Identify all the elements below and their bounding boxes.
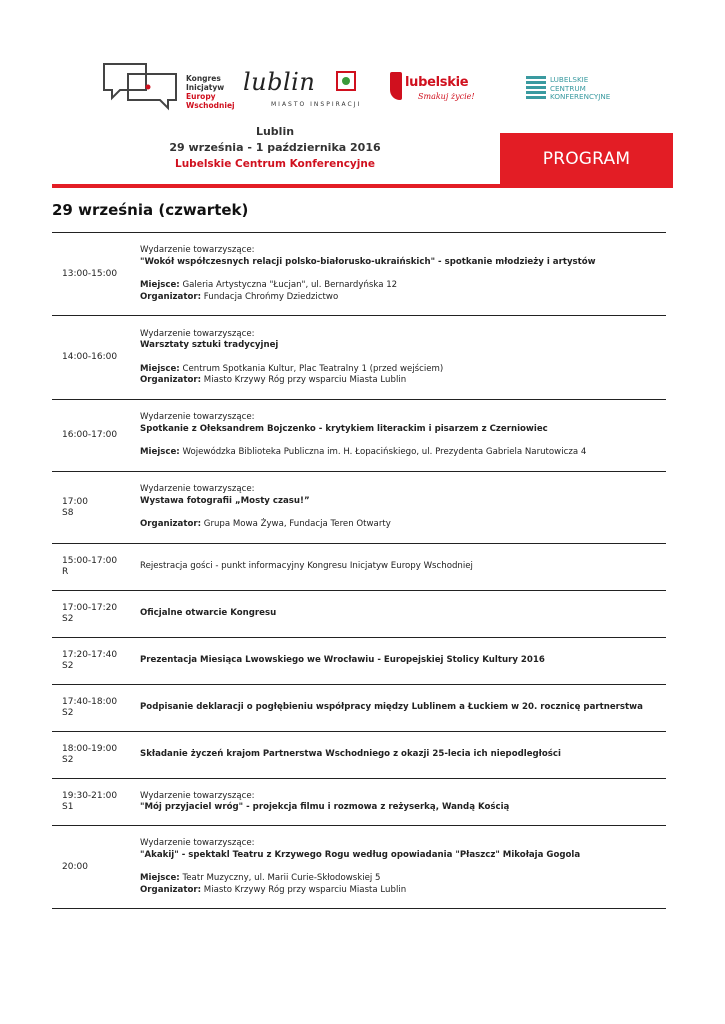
event-time: 18:00-19:00	[62, 744, 118, 754]
event-description: Rejestracja gości - punkt informacyjny Kongresu Inicjatyw Europy Wschodniej	[140, 561, 473, 572]
header-divider	[52, 184, 673, 188]
event-cell	[140, 655, 666, 667]
event-title: Podpisanie deklaracji o pogłębieniu współpracy między Lublinem a Łuckiem w 20. rocznicę partnerstwa	[140, 702, 643, 713]
organizer-value: Fundacja Chrońmy Dziedzictwo	[203, 291, 339, 302]
event-place	[140, 364, 666, 376]
day-title: 29 września (czwartek)	[52, 201, 249, 219]
event-time: 20:00	[62, 861, 88, 872]
event-title: "Mój przyjaciel wróg" - projekcja filmu i rozmowa z reżyserką, Wandą Kością	[140, 802, 510, 812]
companion-label: Wydarzenie towarzyszące:	[140, 838, 255, 848]
event-cell	[140, 412, 666, 459]
event-place	[140, 447, 666, 459]
kongres-line-1: Kongres	[186, 74, 221, 83]
event-cell	[140, 608, 666, 620]
kongres-line-4: Wschodniej	[186, 101, 235, 110]
lck-mark-icon	[526, 76, 546, 102]
lublin-logo	[243, 68, 373, 114]
lubelskie-mark-icon	[390, 72, 402, 100]
companion-label: Wydarzenie towarzyszące:	[140, 790, 255, 801]
lck-line-2: CENTRUM	[550, 83, 586, 93]
table-row	[52, 826, 666, 909]
event-time: 17:00	[62, 496, 88, 507]
event-time: 14:00-16:00	[62, 352, 118, 362]
event-room: S2	[62, 661, 74, 671]
event-organizer	[140, 375, 666, 387]
place-value: Galeria Artystyczna "Łucjan", ul. Bernardyńska 12	[182, 280, 398, 290]
organizer-label: Organizator:	[140, 884, 202, 895]
event-room: S8	[62, 507, 74, 518]
time-cell	[52, 430, 140, 441]
event-organizer	[140, 519, 666, 531]
organizer-value: Miasto Krzywy Róg przy wsparciu Miasta Lublin	[203, 375, 407, 385]
logo-bar	[98, 58, 638, 114]
lck-logo	[526, 76, 636, 108]
program-banner: PROGRAM	[500, 133, 673, 185]
table-row	[52, 732, 666, 779]
event-room: S2	[62, 755, 74, 765]
event-title: Prezentacja Miesiąca Lwowskiego we Wrocławiu - Europejskiej Stolicy Kultury 2016	[140, 655, 545, 666]
event-title: Warsztaty sztuki tradycyjnej	[140, 340, 279, 350]
event-title: Oficjalne otwarcie Kongresu	[140, 608, 277, 619]
table-row	[52, 638, 666, 685]
event-title: Spotkanie z Ołeksandrem Bojczenko - krytykiem literackim i pisarzem z Czerniowiec	[140, 423, 548, 434]
lubelskie-wordmark: lubelskie	[405, 75, 469, 90]
place-label: Miejsce:	[140, 363, 180, 374]
place-label: Miejsce:	[140, 280, 180, 290]
event-place	[140, 873, 666, 885]
time-cell	[52, 497, 140, 519]
event-time: 17:20-17:40	[62, 650, 118, 660]
event-info	[52, 124, 498, 172]
table-row	[52, 316, 666, 400]
time-cell	[52, 862, 140, 873]
kongres-logo-text	[186, 74, 235, 110]
lublin-wordmark: lublin	[243, 68, 316, 96]
event-room: R	[62, 567, 69, 577]
time-cell	[52, 650, 140, 672]
event-cell	[140, 329, 666, 387]
lubelskie-tagline: Smakuj życie!	[418, 92, 475, 101]
event-title: Wystawa fotografii „Mosty czasu!”	[140, 495, 310, 506]
event-room: S1	[62, 802, 74, 812]
speech-bubbles-icon	[98, 60, 184, 112]
event-cell	[140, 702, 666, 714]
schedule-table	[52, 232, 666, 909]
kongres-line-3: Europy	[186, 92, 216, 101]
place-value: Wojewódzka Biblioteka Publiczna im. H. Łopacińskiego, ul. Prezydenta Gabriela Narutowicza 4	[182, 447, 587, 458]
event-title: Składanie życzeń krajom Partnerstwa Wschodniego z okazji 25-lecia ich niepodległości	[140, 749, 561, 760]
time-cell	[52, 269, 140, 280]
place-label: Miejsce:	[140, 447, 180, 458]
event-time: 15:00-17:00	[62, 556, 118, 566]
table-row	[52, 472, 666, 544]
table-row	[52, 779, 666, 826]
event-time: 17:40-18:00	[62, 697, 118, 707]
event-cell	[140, 561, 666, 573]
event-cell	[140, 245, 666, 303]
time-cell	[52, 697, 140, 719]
event-organizer	[140, 885, 666, 897]
kongres-line-2: Inicjatyw	[186, 83, 225, 92]
event-organizer	[140, 292, 666, 304]
event-room: S2	[62, 708, 74, 718]
lck-logo-text	[550, 76, 610, 102]
companion-label: Wydarzenie towarzyszące:	[140, 328, 255, 339]
table-row	[52, 233, 666, 316]
time-cell	[52, 744, 140, 766]
event-title: "Akakij" - spektakl Teatru z Krzywego Rogu według opowiadania "Płaszcz" Mikołaja Gogola	[140, 849, 581, 860]
event-cell	[140, 838, 666, 896]
event-time: 17:00-17:20	[62, 603, 118, 613]
event-time: 16:00-17:00	[62, 430, 118, 440]
place-label: Miejsce:	[140, 873, 180, 883]
lublin-tagline: MIASTO INSPIRACJI	[271, 101, 362, 108]
lubelskie-logo	[390, 72, 480, 112]
kongres-logo	[98, 60, 238, 112]
table-row	[52, 400, 666, 472]
time-cell	[52, 791, 140, 813]
lublin-emblem-icon	[335, 70, 357, 94]
time-cell	[52, 352, 140, 363]
place-value: Teatr Muzyczny, ul. Marii Curie-Skłodowskiej 5	[182, 873, 381, 883]
event-dates: 29 września - 1 października 2016	[169, 141, 381, 154]
organizer-value: Miasto Krzywy Róg przy wsparciu Miasta Lublin	[203, 884, 407, 895]
table-row	[52, 544, 666, 591]
event-cell	[140, 484, 666, 531]
event-title: "Wokół współczesnych relacji polsko-białorusko-ukraińskich" - spotkanie młodzieży i artystów	[140, 256, 596, 267]
table-row	[52, 591, 666, 638]
event-cell	[140, 791, 666, 814]
place-value: Centrum Spotkania Kultur, Plac Teatralny 1 (przed wejściem)	[182, 363, 444, 374]
organizer-label: Organizator:	[140, 519, 202, 530]
event-time: 13:00-15:00	[62, 268, 118, 279]
lck-line-3: KONFERENCYJNE	[550, 92, 611, 102]
companion-label: Wydarzenie towarzyszące:	[140, 245, 255, 255]
event-venue: Lubelskie Centrum Konferencyjne	[175, 158, 375, 170]
organizer-value: Grupa Mowa Żywa, Fundacja Teren Otwarty	[203, 519, 391, 530]
organizer-label: Organizator:	[140, 291, 202, 302]
time-cell	[52, 603, 140, 625]
event-time: 19:30-21:00	[62, 791, 118, 801]
event-cell	[140, 749, 666, 761]
companion-label: Wydarzenie towarzyszące:	[140, 484, 255, 495]
organizer-label: Organizator:	[140, 375, 202, 385]
event-place	[140, 280, 666, 292]
companion-label: Wydarzenie towarzyszące:	[140, 412, 255, 423]
time-cell	[52, 556, 140, 578]
event-city: Lublin	[255, 125, 295, 138]
table-row	[52, 685, 666, 732]
lck-line-1: LUBELSKIE	[550, 75, 589, 84]
event-room: S2	[62, 614, 74, 624]
